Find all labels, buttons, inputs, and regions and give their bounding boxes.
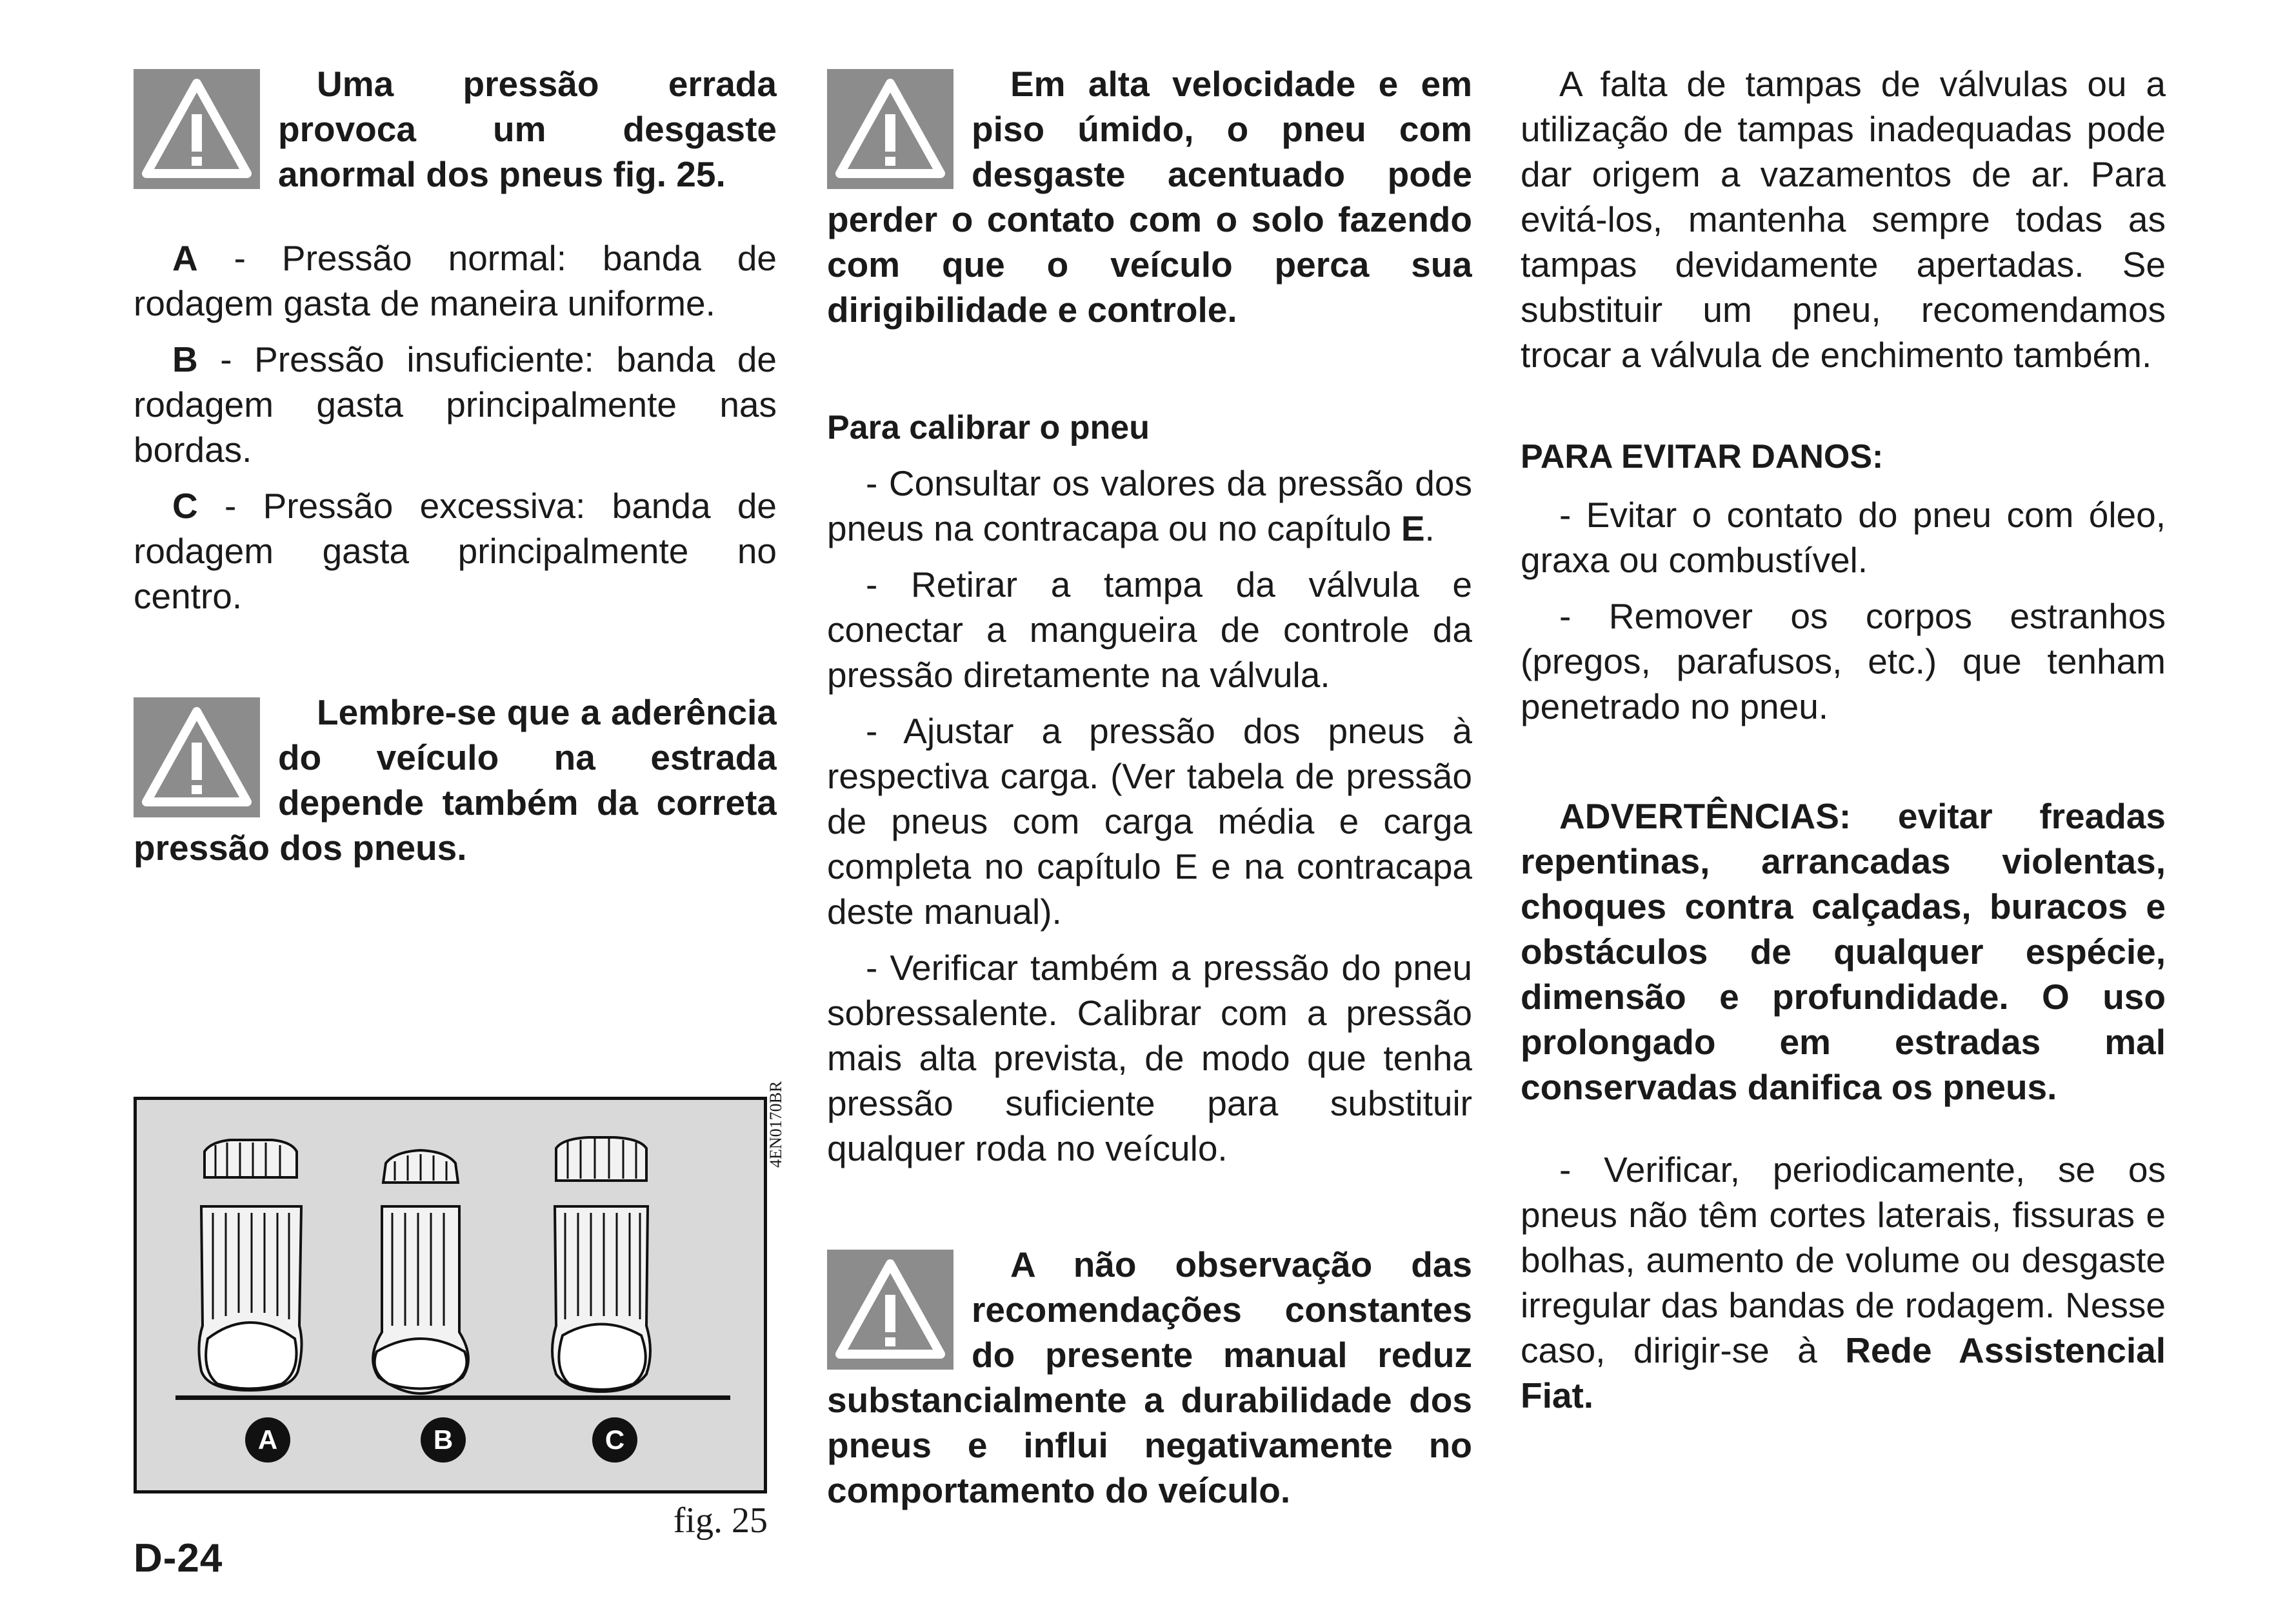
warning-text: Em alta velocidade e em piso úmido, o pneu com desgaste acentuado pode perder o contato com o solo fazendo com que o veículo perca sua dirigibilidade e controle. <box>827 64 1472 330</box>
warning-triangle-icon <box>827 1250 953 1370</box>
column-left <box>134 61 777 870</box>
avoid-item-2: - Remover os corpos estranhos (pregos, parafusos, etc.) que tenham penetrado no pneu. <box>1521 596 2166 726</box>
calibrate-step-2: - Retirar a tampa da válvula e conectar a mangueira de controle da pressão diretamente na válvula. <box>827 564 1472 695</box>
warning-text: Lembre-se que a aderência do veículo na estrada depende também da correta pressão dos pneus. <box>134 692 777 868</box>
warning-triangle-icon <box>134 69 260 189</box>
pressure-item-a: A - Pressão normal: banda de rodagem gasta de maneira uniforme. <box>134 238 777 323</box>
warning-block-speed <box>827 61 1472 332</box>
warning-block-adherence <box>134 690 777 870</box>
tire-label-a: A <box>245 1417 290 1463</box>
figure-caption: fig. 25 <box>673 1501 768 1541</box>
figure-tire-wear <box>134 1097 767 1493</box>
valve-caps-paragraph: A falta de tampas de válvulas ou a utilização de tampas inadequadas pode dar origem a vazamentos de ar. Para evitá-los, mantenha sempre todas as tampas devidamente apertadas. Se substituir um pneu, recomendamos trocar a válvula de enchimento também. <box>1521 64 2166 375</box>
tire-a-drawing <box>199 1140 301 1390</box>
pressure-item-c: C - Pressão excessiva: banda de rodagem gasta principalmente no centro. <box>134 486 777 616</box>
tire-b-drawing <box>373 1150 468 1393</box>
calibrate-step-4: - Verificar também a pressão do pneu sobressalente. Calibrar com a pressão mais alta prevista, de modo que tenha pressão suficiente para substituir qualquer roda no veículo. <box>827 948 1472 1168</box>
tire-c-drawing <box>552 1137 650 1392</box>
warning-block-pressure <box>134 61 777 197</box>
column-right <box>1521 61 2166 1429</box>
tire-label-c: C <box>592 1417 637 1463</box>
inspection-paragraph: - Verificar, periodicamente, se os pneus não têm cortes laterais, fissuras e bolhas, aumento de volume ou desgaste irregular das bandas de rodagem. Nesse caso, dirigir-se à Rede Assistencial Fiat. <box>1521 1150 2166 1415</box>
section-heading-calibrate: Para calibrar o pneu <box>827 409 1150 446</box>
pressure-item-b: B - Pressão insuficiente: banda de rodagem gasta principalmente nas bordas. <box>134 339 777 470</box>
avoid-item-1: - Evitar o contato do pneu com óleo, graxa ou combustível. <box>1521 495 2166 580</box>
page-number: D-24 <box>134 1536 223 1581</box>
warning-text: A não observação das recomendações constantes do presente manual reduz substancialmente a durabilidade dos pneus e influi negativamente no comportamento do veículo. <box>827 1244 1472 1510</box>
calibrate-step-1: - Consultar os valores da pressão dos pneus na contracapa ou no capítulo E. <box>827 463 1472 548</box>
calibrate-step-3: - Ajustar a pressão dos pneus à respectiva carga. (Ver tabela de pressão de pneus com carga média e carga completa no capítulo E e na contracapa deste manual). <box>827 711 1472 932</box>
warning-triangle-icon <box>827 69 953 189</box>
figure-code: 4EN0170BR <box>766 1081 785 1168</box>
tire-label-b: B <box>421 1417 466 1463</box>
column-middle <box>827 61 1472 1513</box>
section-heading-avoid-damage: PARA EVITAR DANOS: <box>1521 438 1884 475</box>
warning-block-durability <box>827 1242 1472 1513</box>
warnings-paragraph: ADVERTÊNCIAS: evitar freadas repentinas, arrancadas violentas, choques contra calçadas, buracos e obstáculos de qualquer espécie, dimensão e profundidade. O uso prolongado em estradas mal conservadas danifica os pneus. <box>1521 796 2166 1107</box>
warning-text: Uma pressão errada provoca um desgaste anormal dos pneus fig. 25. <box>278 64 777 194</box>
warning-triangle-icon <box>134 697 260 817</box>
